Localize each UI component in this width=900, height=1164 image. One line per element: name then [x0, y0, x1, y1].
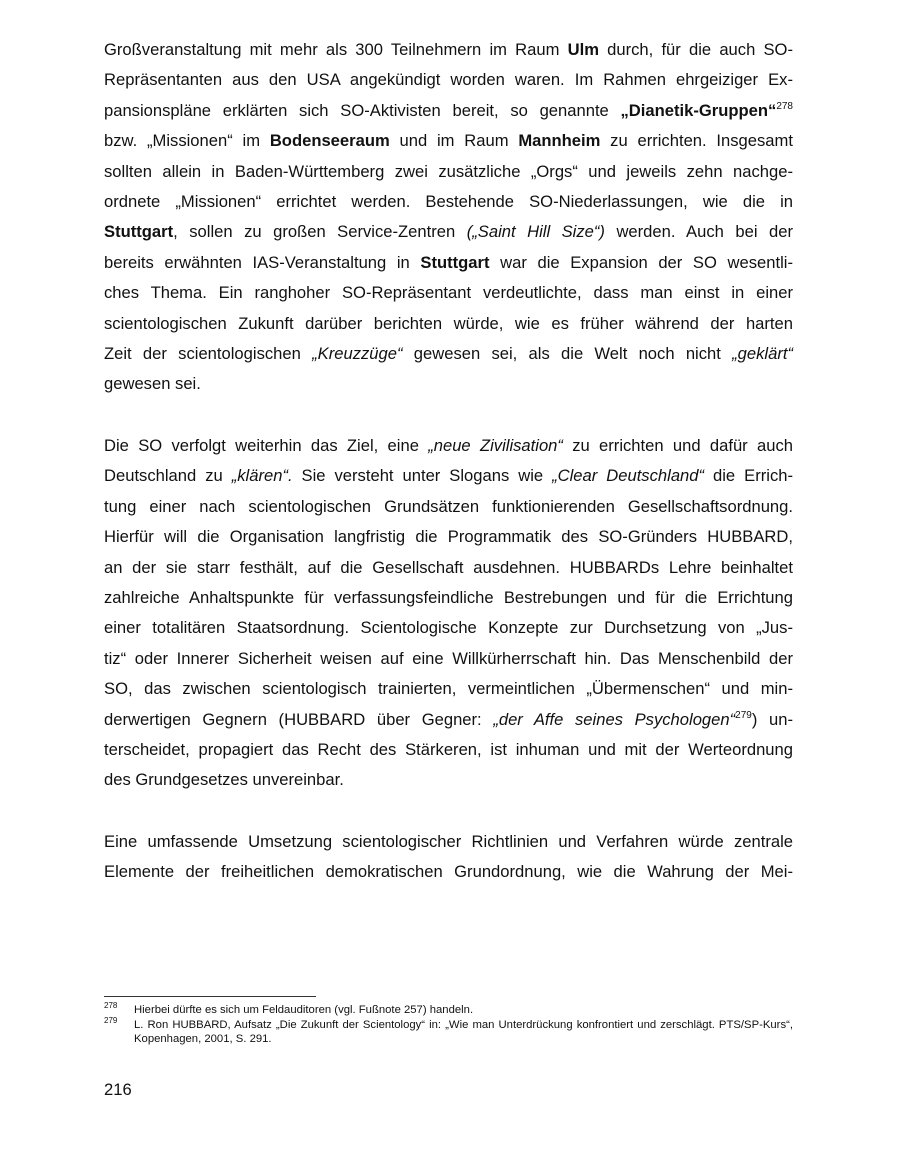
footnote-279: [104, 1015, 793, 1047]
text-line: scientologischen Zukunft darüber berichten würde, wie es früher während der harten: [104, 313, 793, 333]
footnote-278: [104, 1003, 793, 1018]
paragraph-3: [104, 827, 793, 888]
text-line: Zeit der scientologischen „Kreuzzüge“ gewesen sei, als die Welt noch nicht „geklärt“: [104, 343, 793, 363]
text-line: Großveranstaltung mit mehr als 300 Teilnehmern im Raum Ulm durch, für die auch SO-: [104, 40, 793, 59]
text-line: zahlreiche Anhaltspunkte für verfassungsfeindliche Bestrebungen und für die Errichtung: [104, 587, 793, 607]
page-number: 216: [104, 1080, 132, 1099]
text-line: tiz“ oder Innerer Sicherheit weisen auf eine Willkürherrschaft hin. Das Menschenbild der: [104, 648, 793, 668]
paragraph-2: [104, 431, 793, 796]
text-line: pansionspläne erklärten sich SO-Aktivisten bereit, so genannte „Dianetik-Gruppen“$^{278}$: [104, 100, 793, 120]
text-line: Stuttgart, sollen zu großen Service-Zentren („Saint Hill Size“) werden. Auch bei der: [104, 222, 793, 242]
footnote-ref-279[interactable]: 279: [735, 709, 752, 721]
text-line: einer totalitären Staatsordnung. Scientologische Konzepte zur Durchsetzung von „Jus-: [104, 618, 793, 638]
text-line: an der sie starr festhält, auf die Gesellschaft ausdehnen. HUBBARDs Lehre beinhaltet: [104, 557, 793, 577]
text-line: derwertigen Gegnern (HUBBARD über Gegner: „der Affe seines Psychologen“$^{279}$) un-: [104, 709, 793, 729]
text-line: ches Thema. Ein ranghoher SO-Repräsentant verdeutlichte, dass man einst in einer: [104, 283, 793, 303]
text-line: terscheidet, propagiert das Recht des Stärkeren, ist inhuman und mit der Werteordnung: [104, 739, 793, 759]
paragraph-1: [104, 35, 793, 400]
footnote-separator: [104, 996, 316, 997]
footnotes: [104, 1003, 793, 1047]
text-line: Die SO verfolgt weiterhin das Ziel, eine „neue Zivilisation“ zu errichten und dafür auch: [104, 436, 793, 455]
text-line: SO, das zwischen scientologisch trainierten, vermeintlichen „Übermenschen“ und min-: [104, 679, 793, 699]
text-line: bereits erwähnten IAS-Veranstaltung in Stuttgart war die Expansion der SO wesentli-: [104, 252, 793, 272]
text-line: ordnete „Missionen“ errichtet werden. Bestehende SO-Niederlassungen, wie die in: [104, 191, 793, 211]
text-line: sollten allein in Baden-Württemberg zwei zusätzliche „Orgs“ und jeweils zehn nachge-: [104, 161, 793, 181]
text-line: Hierfür will die Organisation langfristig die Programmatik des SO-Gründers HUBBARD,: [104, 527, 793, 547]
text-line: Eine umfassende Umsetzung scientologischer Richtlinien und Verfahren würde zentrale: [104, 832, 793, 851]
text-line: Deutschland zu „klären“. Sie versteht unter Slogans wie „Clear Deutschland“ die Errich-: [104, 466, 793, 486]
footnote-ref-278[interactable]: 278: [776, 100, 793, 112]
text-line: gewesen sei.: [104, 374, 201, 394]
text-line: des Grundgesetzes unvereinbar.: [104, 770, 344, 790]
text-line: Repräsentanten aus den USA angekündigt worden waren. Im Rahmen ehrgeiziger Ex-: [104, 70, 793, 90]
footnote-number: 279: [104, 1015, 118, 1025]
footnote-text: Hierbei dürfte es sich um Feldauditoren (vgl. Fußnote 257) handeln.: [134, 1004, 474, 1016]
text-line: bzw. „Missionen“ im Bodenseeraum und im Raum Mannheim zu errichten. Insgesamt: [104, 131, 793, 151]
text-line: tung einer nach scientologischen Grundsätzen funktionierenden Gesellschaftsordnung.: [104, 496, 793, 516]
text-line: Elemente der freiheitlichen demokratischen Grundordnung, wie die Wahrung der Mei-: [104, 862, 793, 882]
footnote-text: L. Ron HUBBARD, Aufsatz „Die Zukunft der Scientology“ in: „Wie man Unterdrückung konfrontiert und zerschlägt. PTS/SP-Kurs“, Kopenhagen, 2001, S. 291.: [134, 1018, 793, 1045]
footnote-number: 278: [104, 1001, 118, 1010]
